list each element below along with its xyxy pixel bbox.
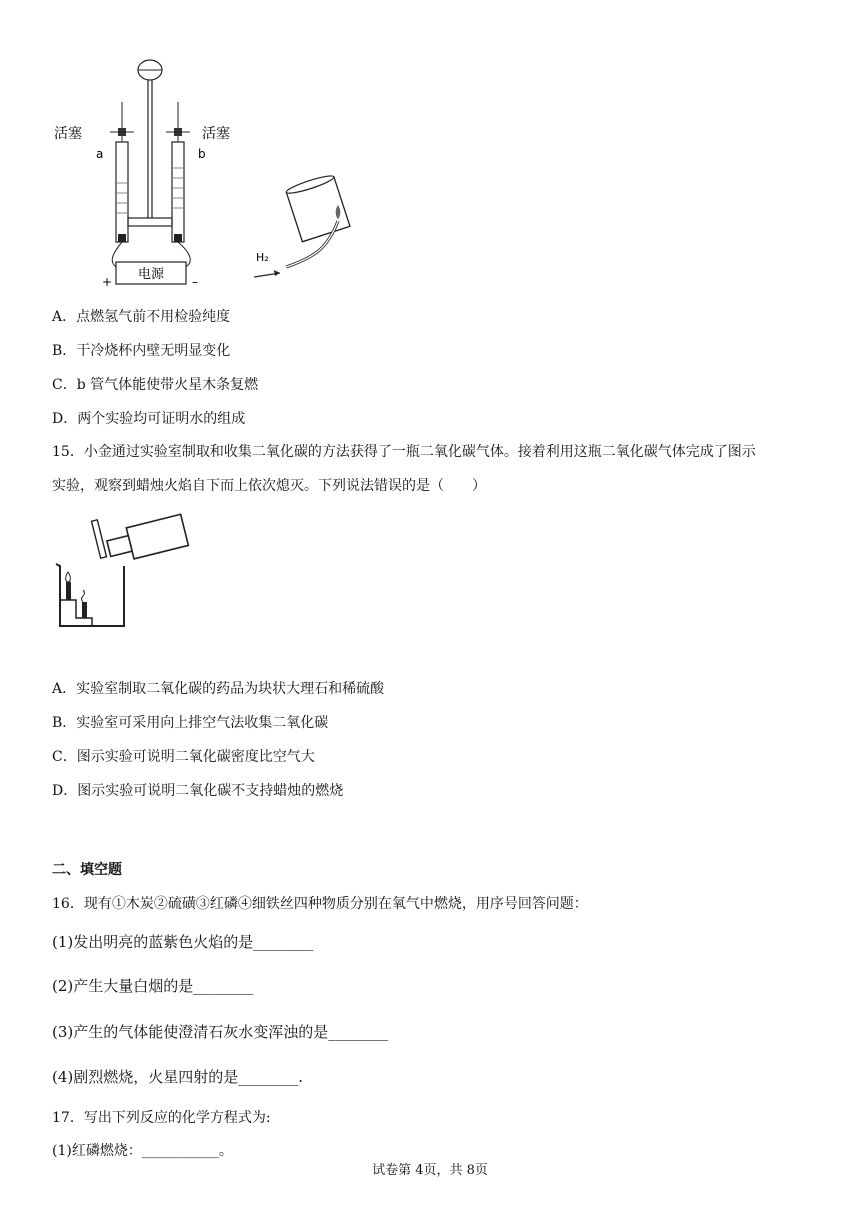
- section-title: 二、填空题: [52, 862, 122, 878]
- q17-stem: 17．写出下列反应的化学方程式为:: [52, 1110, 271, 1126]
- q15-stem-line2: 实验，观察到蜡烛火焰自下而上依次熄灭。下列说法错误的是（ ）: [52, 478, 486, 494]
- valve-label-left: 活塞: [54, 126, 82, 142]
- q16-item-4: (4)剧烈燃烧，火星四射的是________.: [52, 1068, 304, 1086]
- hydrogen-burning-figure: [250, 175, 360, 285]
- q16-item-3: (3)产生的气体能使澄清石灰水变浑浊的是________: [52, 1023, 389, 1041]
- q14-option-a: A．点燃氢气前不用检验纯度: [52, 309, 231, 325]
- q14-option-c: C．b 管气体能使带火星木条复燃: [52, 377, 259, 393]
- q14-option-d: D．两个实验均可证明水的组成: [52, 411, 246, 427]
- minus-sign: –: [192, 275, 198, 289]
- q15-option-d: D．图示实验可说明二氧化碳不支持蜡烛的燃烧: [52, 783, 344, 799]
- h2-label: H₂: [256, 251, 269, 264]
- q17-item-1: (1)红磷燃烧：___________。: [52, 1143, 233, 1159]
- q16-item-1: (1)发出明亮的蓝紫色火焰的是________: [52, 933, 314, 951]
- power-label: 电源: [137, 267, 165, 282]
- q15-option-c: C．图示实验可说明二氧化碳密度比空气大: [52, 749, 315, 765]
- plus-sign: +: [102, 275, 113, 289]
- q16-stem: 16．现有①木炭②硫磺③红磷④细铁丝四种物质分别在氧气中燃烧，用序号回答问题：: [52, 896, 588, 912]
- co2-candle-figure: [52, 510, 192, 634]
- q15-option-a: A．实验室制取二氧化碳的药品为块状大理石和稀硫酸: [52, 681, 385, 697]
- tube-a-label: a: [96, 147, 104, 161]
- electrolysis-figure: [52, 58, 242, 290]
- q16-item-2: (2)产生大量白烟的是________: [52, 977, 254, 995]
- q15-option-b: B．实验室可采用向上排空气法收集二氧化碳: [52, 715, 329, 731]
- q15-stem-line1: 15．小金通过实验室制取和收集二氧化碳的方法获得了一瓶二氧化碳气体。接着利用这瓶二氧化碳气体完成了图示: [52, 444, 756, 460]
- q14-option-b: B．干冷烧杯内壁无明显变化: [52, 343, 231, 359]
- valve-label-right: 活塞: [202, 126, 230, 142]
- tube-b-label: b: [198, 147, 206, 161]
- page-footer: 试卷第 4页，共 8页: [372, 1163, 488, 1178]
